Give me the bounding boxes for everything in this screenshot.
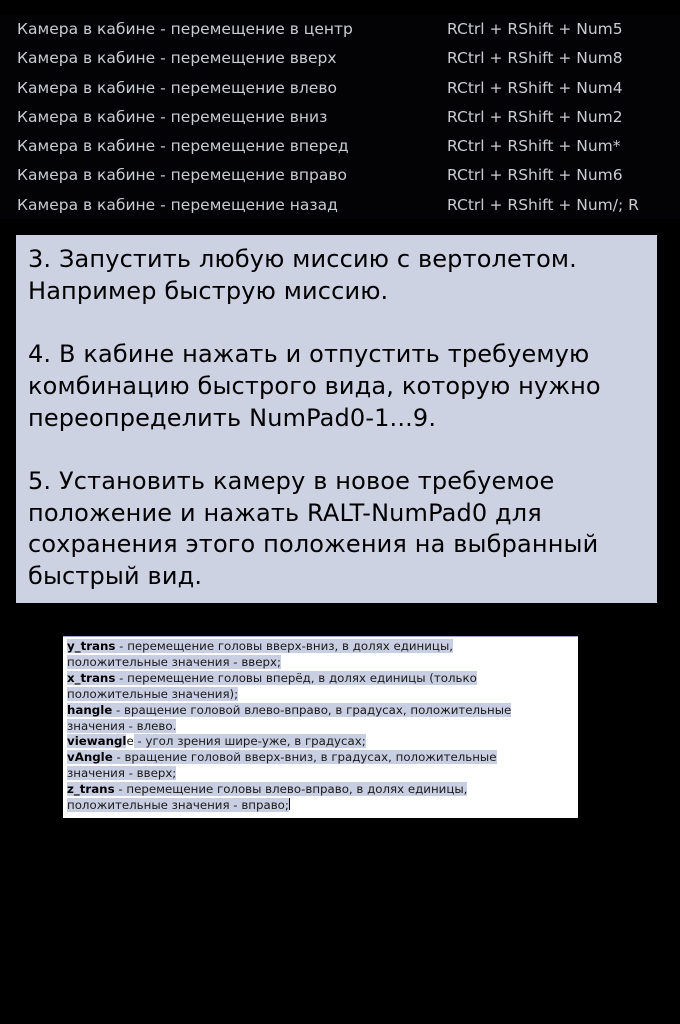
param-vangle	[67, 750, 578, 782]
keybinding-action: Камера в кабине - перемещение назад	[17, 195, 338, 214]
keybinding-row[interactable]	[0, 14, 680, 43]
keybinding-action: Камера в кабине - перемещение вверх	[17, 49, 337, 68]
param-name: y_trans	[67, 639, 116, 653]
param-description: - перемещение головы влево-вправо, в долях единицы,	[114, 782, 468, 797]
keybinding-action: Камера в кабине - перемещение влево	[17, 78, 337, 97]
keybinding-row[interactable]	[0, 131, 680, 160]
keybinding-row[interactable]	[0, 190, 680, 219]
keybinding-action: Камера в кабине - перемещение вправо	[17, 166, 347, 185]
keybinding-keys: RCtrl + RShift + Num8	[447, 49, 623, 68]
keybinding-keys: RCtrl + RShift + Num*	[447, 137, 621, 156]
param-description-cont: значения - влево.	[67, 718, 177, 733]
instruction-step-4: 4. В кабине нажать и отпустить требуемую комбинацию быстрого вида, которую нужно переопределить NumPad0-1...9.	[28, 340, 601, 432]
keybinding-row[interactable]	[0, 43, 680, 72]
param-y-trans	[67, 639, 578, 671]
param-description: - перемещение головы вперёд, в долях единицы (только	[115, 670, 477, 685]
param-name: x_trans	[67, 670, 116, 685]
param-description: - вращение головой влево-вправо, в градусах, положительные	[112, 702, 512, 717]
param-description-cont: положительные значения - вверх;	[67, 654, 281, 669]
param-x-trans	[67, 671, 578, 703]
keybinding-action: Камера в кабине - перемещение в центр	[17, 20, 353, 38]
param-description-cont: положительные значения - вправо;	[67, 798, 289, 813]
instruction-step-3: 3. Запустить любую миссию с вертолетом. Например быструю миссию.	[28, 245, 577, 305]
param-description: - угол зрения шире-уже, в градусах;	[133, 734, 366, 749]
param-hangle	[67, 703, 578, 735]
keybinding-keys: RCtrl + RShift + Num4	[447, 78, 623, 97]
param-z-trans	[67, 782, 578, 814]
param-name-tail: e	[126, 734, 134, 749]
keybinding-row[interactable]	[0, 160, 680, 189]
keybinding-list	[0, 14, 680, 219]
keybinding-keys: RCtrl + RShift + Num6	[447, 166, 623, 185]
param-viewangle	[67, 734, 578, 750]
param-name: hangle	[67, 702, 113, 717]
parameter-reference-panel[interactable]	[63, 636, 578, 818]
keybinding-keys: RCtrl + RShift + Num2	[447, 107, 623, 126]
param-description: - перемещение головы вверх-вниз, в долях единицы,	[115, 639, 454, 653]
param-name: viewangl	[67, 734, 127, 749]
keybinding-keys: RCtrl + RShift + Num5	[447, 20, 623, 38]
keybinding-action: Камера в кабине - перемещение вниз	[17, 107, 328, 126]
keybinding-row[interactable]	[0, 73, 680, 102]
keybinding-action: Камера в кабине - перемещение вперед	[17, 137, 349, 156]
instruction-step-5: 5. Установить камеру в новое требуемое положение и нажать RALT-NumPad0 для сохранения этого положения на выбранный быстрый вид.	[28, 466, 599, 590]
param-name: vAngle	[67, 750, 113, 765]
param-name: z_trans	[67, 782, 115, 797]
param-description: - вращение головой вверх-вниз, в градусах, положительные	[112, 750, 497, 765]
instruction-panel	[16, 235, 657, 603]
param-description-cont: положительные значения);	[67, 686, 239, 701]
keybinding-row[interactable]	[0, 102, 680, 131]
keybinding-keys: RCtrl + RShift + Num/; R	[447, 195, 639, 214]
param-description-cont: значения - вверх;	[67, 766, 177, 781]
text-cursor	[289, 798, 290, 810]
